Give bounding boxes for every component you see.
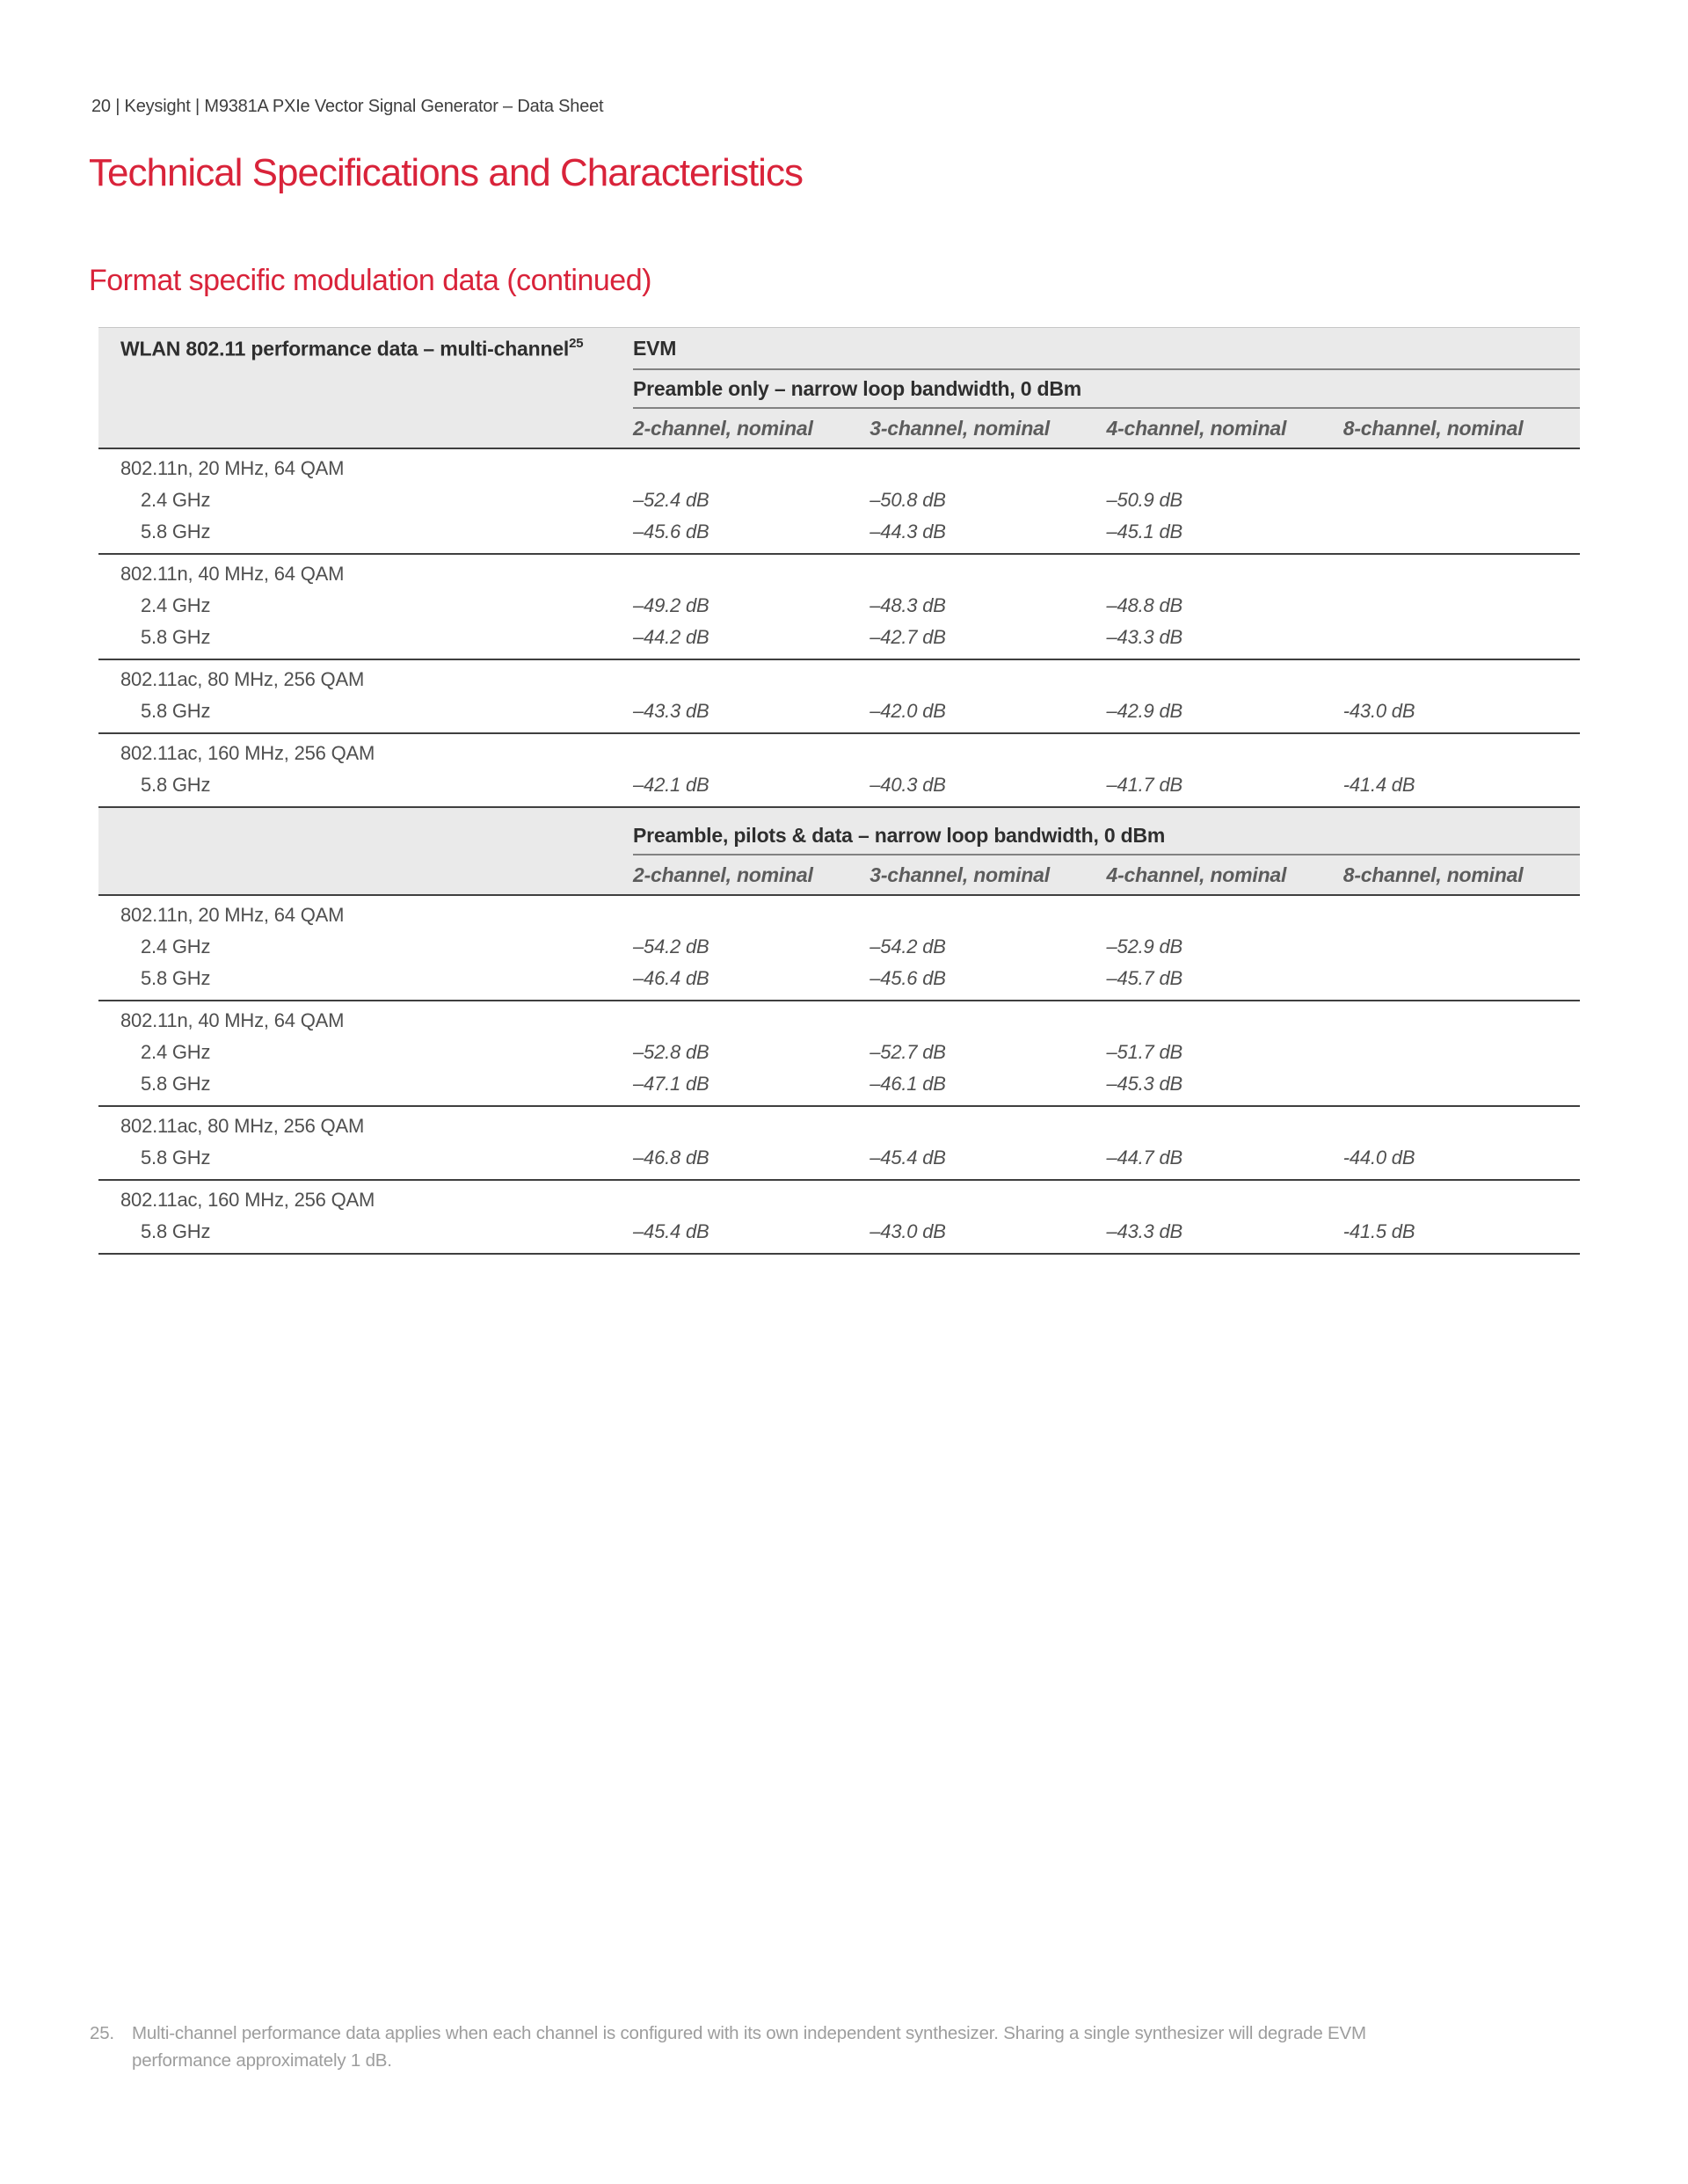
section-label: 802.11ac, 160 MHz, 256 QAM [120,1189,375,1211]
freq-label: 5.8 GHz [141,774,211,796]
value-cell: –54.2 dB [869,935,946,957]
page-title: Technical Specifications and Characteristics [89,151,803,194]
data-row [98,1068,1580,1100]
sub-band-label: Preamble, pilots & data – narrow loop bandwidth, 0 dBm [633,823,1166,847]
value-cell: –45.6 dB [869,967,946,989]
section [98,660,1580,734]
freq-label: 5.8 GHz [141,1147,211,1168]
data-row [98,769,1580,801]
footnote-text: Multi-channel performance data applies when each channel is configured with its own independent synthesizer. Sharing a single synthesizer will degrade EVM performance approximately 1 dB. [132,2023,1366,2071]
section-label: 802.11n, 40 MHz, 64 QAM [120,1009,345,1031]
footnote-ref: 25 [569,336,584,351]
row-header-label: WLAN 802.11 performance data – multi-channel [120,337,570,360]
value-cell: –50.9 dB [1106,489,1182,511]
section [98,734,1580,808]
value-cell: –45.4 dB [869,1147,946,1168]
evm-label: EVM [633,337,677,360]
spec-table [98,327,1580,1255]
value-cell: -43.0 dB [1342,700,1415,722]
value-cell: –46.1 dB [869,1073,946,1095]
freq-label: 5.8 GHz [141,700,211,722]
value-cell: –45.1 dB [1106,521,1182,542]
section-label: 802.11ac, 80 MHz, 256 QAM [120,668,365,690]
value-cell: –49.2 dB [633,594,709,616]
column-header: 3-channel, nominal [869,416,1050,440]
value-cell: -41.4 dB [1342,774,1415,796]
value-cell: –45.3 dB [1106,1073,1182,1095]
section [98,449,1580,555]
column-header: 2-channel, nominal [633,416,813,440]
value-cell: –41.7 dB [1106,774,1182,796]
freq-label: 2.4 GHz [141,935,211,957]
section-label: 802.11ac, 160 MHz, 256 QAM [120,742,375,764]
section-label: 802.11n, 20 MHz, 64 QAM [120,904,345,926]
footnote [90,2020,1442,2075]
data-row [98,931,1580,963]
value-cell: –54.2 dB [633,935,709,957]
section [98,555,1580,660]
data-row [98,1142,1580,1174]
value-cell: –45.4 dB [633,1220,709,1242]
value-cell: –50.8 dB [869,489,946,511]
column-header: 2-channel, nominal [633,863,813,886]
value-cell: –48.8 dB [1106,594,1182,616]
value-cell: –43.0 dB [869,1220,946,1242]
section [98,1107,1580,1181]
section-label: 802.11n, 20 MHz, 64 QAM [120,457,345,479]
value-cell: –42.9 dB [1106,700,1182,722]
value-cell: –52.8 dB [633,1041,709,1063]
column-header: 8-channel, nominal [1342,863,1524,886]
column-header: 3-channel, nominal [869,863,1050,886]
sub-band-label: Preamble only – narrow loop bandwidth, 0 dBm [633,376,1082,400]
value-cell: –42.1 dB [633,774,709,796]
data-row [98,622,1580,653]
data-row [98,590,1580,622]
freq-label: 5.8 GHz [141,1220,211,1242]
value-cell: –44.2 dB [633,626,709,648]
section-title: Format specific modulation data (continued) [89,264,651,297]
value-cell: –47.1 dB [633,1073,709,1095]
footnote-number: 25. [90,2023,114,2043]
section [98,1181,1580,1255]
table-header-band [98,328,1580,449]
freq-label: 5.8 GHz [141,521,211,542]
column-header: 4-channel, nominal [1106,416,1287,440]
value-cell: –45.7 dB [1106,967,1182,989]
value-cell: –45.6 dB [633,521,709,542]
row-header [98,337,633,361]
freq-label: 5.8 GHz [141,967,211,989]
value-cell: –42.0 dB [869,700,946,722]
value-cell: –44.3 dB [869,521,946,542]
data-row [98,1037,1580,1068]
data-row [98,963,1580,994]
value-cell: –40.3 dB [869,774,946,796]
value-cell: –52.4 dB [633,489,709,511]
value-cell: –48.3 dB [869,594,946,616]
section-label: 802.11ac, 80 MHz, 256 QAM [120,1115,365,1137]
value-cell: –46.4 dB [633,967,709,989]
value-cell: –42.7 dB [869,626,946,648]
value-cell: -41.5 dB [1342,1220,1415,1242]
freq-label: 2.4 GHz [141,1041,211,1063]
section-label: 802.11n, 40 MHz, 64 QAM [120,563,345,585]
data-row [98,695,1580,727]
value-cell: –46.8 dB [633,1147,709,1168]
freq-label: 2.4 GHz [141,489,211,511]
table-header-band [98,808,1580,896]
value-cell: -44.0 dB [1342,1147,1415,1168]
value-cell: –43.3 dB [633,700,709,722]
data-row [98,1216,1580,1248]
section [98,1001,1580,1107]
value-cell: –51.7 dB [1106,1041,1182,1063]
page-header-meta: 20 | Keysight | M9381A PXIe Vector Signal Generator – Data Sheet [91,97,604,116]
value-cell: –44.7 dB [1106,1147,1182,1168]
freq-label: 2.4 GHz [141,594,211,616]
data-row [98,484,1580,516]
freq-label: 5.8 GHz [141,626,211,648]
freq-label: 5.8 GHz [141,1073,211,1095]
column-header: 4-channel, nominal [1106,863,1287,886]
column-header: 8-channel, nominal [1342,416,1524,440]
section [98,896,1580,1001]
value-cell: –43.3 dB [1106,626,1182,648]
value-cell: –52.7 dB [869,1041,946,1063]
value-cell: –43.3 dB [1106,1220,1182,1242]
data-row [98,516,1580,548]
value-cell: –52.9 dB [1106,935,1182,957]
